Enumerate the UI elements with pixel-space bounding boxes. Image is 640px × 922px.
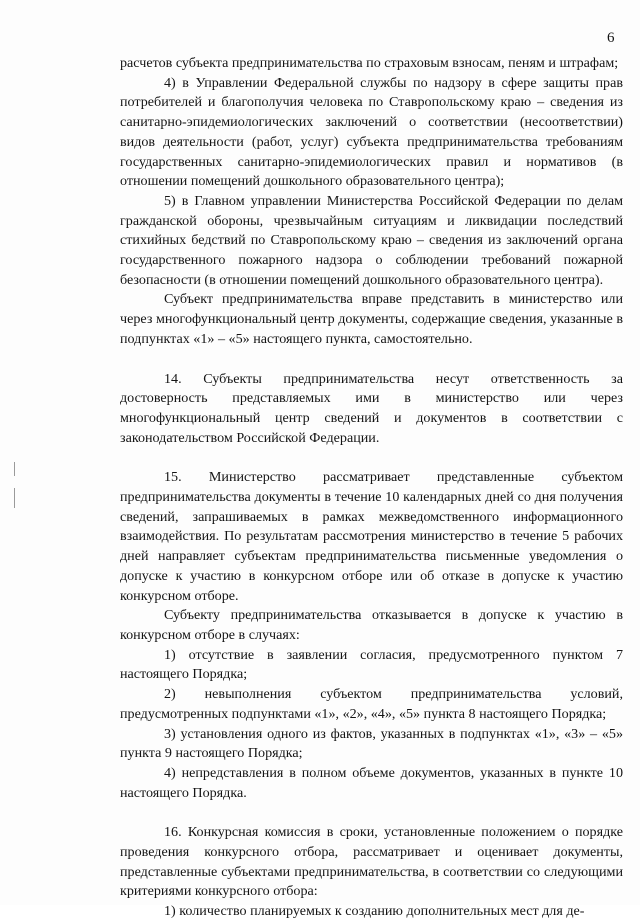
paragraph: 1) количество планируемых к созданию дополнительных мест для де-: [164, 903, 585, 920]
margin-mark: [14, 462, 15, 476]
paragraph: 5) в Главном управлении Министерства Российской Федерации по делам гражданской обороны, чрезвычайным ситуациям и ликвидации последствий стихийных бедствий по Ставропольскому краю – сведения из заключений органа государственного пожарного надзора о соблюдении требований пожарной безопасности (в отношении помещений дошкольного образовательного центра).: [120, 192, 623, 288]
paragraph: 3) установления одного из фактов, указанных в подпунктах «1», «3» – «5» пункта 9 настоящего Порядка;: [120, 725, 623, 762]
paragraph: 2) невыполнения субъектом предпринимательства условий, предусмотренных подпунктами «1», «2», «4», «5» пункта 8 настоящего Порядка;: [120, 686, 623, 722]
margin-mark: [14, 488, 15, 508]
paragraph: Субъекту предпринимательства отказывается в допуске к участию в конкурсном отборе в случаях:: [120, 607, 623, 643]
page-number: 6: [607, 30, 615, 46]
paragraph: 14. Субъекты предпринимательства несут ответственность за достоверность представляемых ими в министерство или через многофункциональный центр сведений и документов в соответствии с законодательством Российской Федерации.: [120, 370, 623, 446]
paragraph: расчетов субъекта предпринимательства по страховым взносам, пеням и штрафам;: [120, 55, 619, 71]
paragraph: 15. Министерство рассматривает представленные субъектом предпринимательства документы в течение 10 календарных дней со дня получения сведений, запрашиваемых в рамках межведомственного информационного взаимодействия. По результатам рассмотрения министерство в течение 5 рабочих дней направляет субъектам предпринимательства письменные уведомления о допуске к участию в конкурсном отборе или об отказе в допуске к участию конкурсном отборе.: [120, 469, 623, 604]
paragraph: 4) непредставления в полном объеме документов, указанных в пункте 10 настоящего Порядка.: [120, 764, 623, 801]
paragraph: Субъект предпринимательства вправе представить в министерство или через многофункциональный центр документы, содержащие сведения, указанные в подпунктах «1» – «5» настоящего пункта, самостоятельно.: [120, 291, 623, 347]
paragraph: 16. Конкурсная комиссия в сроки, установленные положением о порядке проведения конкурсного отбора, рассматривает и оценивает документы, представленные субъектами предпринимательства, в соответствии со следующими критериями конкурсного отбора:: [120, 824, 623, 900]
paragraph: 4) в Управлении Федеральной службы по надзору в сфере защиты прав потребителей и благополучия человека по Ставропольскому краю – сведения из санитарно-эпидемиологических заключений о соответствии (несоответствии) видов деятельности (работ, услуг) субъекта предпринимательства требованиям государственных санитарно-эпидемиологических правил и нормативов (в отношении помещений дошкольного образовательного центра);: [120, 74, 623, 190]
body-text: [120, 54, 623, 922]
paragraph: 1) отсутствие в заявлении согласия, предусмотренного пунктом 7 настоящего Порядка;: [120, 646, 623, 683]
